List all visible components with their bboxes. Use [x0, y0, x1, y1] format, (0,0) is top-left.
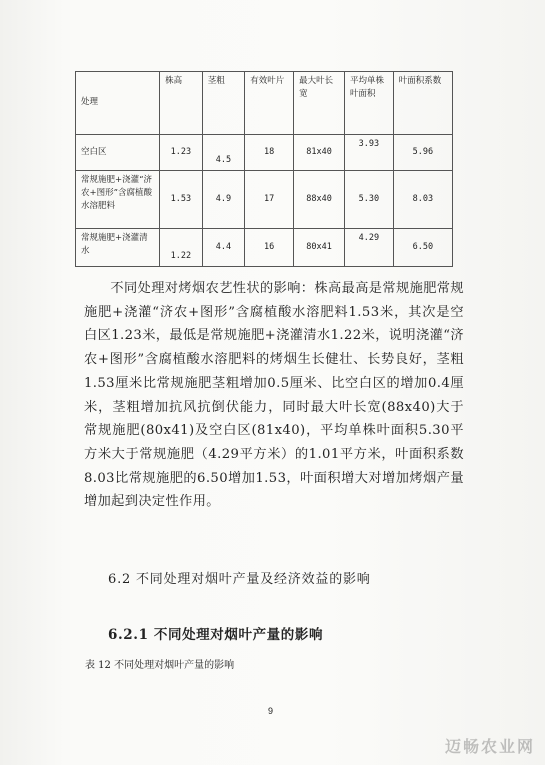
cell-value: 18: [245, 135, 294, 171]
table-row: [76, 171, 453, 229]
cell-value: 17: [245, 171, 294, 229]
cell-value: 4.4: [202, 229, 245, 267]
header-avg-leaf-area: 平均单株叶面积: [344, 72, 393, 135]
cell-value: 1.53: [160, 171, 203, 229]
cell-value: 6.50: [393, 229, 452, 267]
agronomic-traits-table: [75, 71, 453, 267]
cell-value: 16: [245, 229, 294, 267]
cell-value: 5.30: [344, 171, 393, 229]
cell-value: 4.5: [202, 135, 245, 171]
cell-value: 4.9: [202, 171, 245, 229]
header-stem-diameter: 茎粗: [202, 72, 245, 135]
subsection-heading: 6.2.1 不同处理对烟叶产量的影响: [108, 627, 324, 643]
watermark: 迈畅农业网: [444, 737, 535, 756]
header-max-leaf-size: 最大叶长宽: [294, 72, 345, 135]
cell-value: 1.23: [160, 135, 203, 171]
cell-value: 81x40: [294, 135, 345, 171]
header-effective-leaves: 有效叶片: [245, 72, 294, 135]
page-number: 9: [268, 706, 274, 716]
cell-value: 5.96: [393, 135, 452, 171]
cell-value: 88x40: [294, 171, 345, 229]
header-plant-height: 株高: [160, 72, 203, 135]
table-row: [76, 135, 453, 171]
cell-value: 1.22: [160, 229, 203, 267]
body-paragraph: 不同处理对烤烟农艺性状的影响：株高最高是常规施肥常规施肥+浇灌“济农+图形”含腐植酸水溶肥料1.53米，其次是空白区1.23米，最低是常规施肥+浇灌清水1.22米，说明浇灌“济农+图形”含腐植酸水溶肥料的烤烟生长健壮、长势良好，茎粗1.53厘米比常规施肥茎粗增加0.5厘米、比空白区的增加0.4厘米，茎粗增加抗风抗倒伏能力，同时最大叶长宽(88x40)大于常规施肥(80x41)及空白区(81x40)，平均单株叶面积5.30平方米大于常规施肥（4.29平方米）的1.01平方米，叶面积系数8.03比常规施肥的6.50增加1.53，叶面积增大对增加烤烟产量增加起到决定性作用。: [84, 281, 464, 510]
table-header-row: [76, 72, 453, 135]
cell-value: 80x41: [294, 229, 345, 267]
cell-value: 4.29: [344, 229, 393, 267]
cell-value: 3.93: [344, 135, 393, 171]
table-caption: 表 12 不同处理对烟叶产量的影响: [85, 660, 235, 671]
table-row: [76, 229, 453, 267]
cell-treatment: 常规施肥+浇灌“济农+图形”含腐植酸水溶肥料: [76, 171, 160, 229]
header-treatment: 处理: [76, 72, 160, 135]
header-leaf-area-index: 叶面积系数: [393, 72, 452, 135]
body-paragraph-block: [84, 277, 464, 514]
section-heading: 6.2 不同处理对烟叶产量及经济效益的影响: [108, 572, 371, 587]
cell-treatment: 空白区: [76, 135, 160, 171]
cell-treatment: 常规施肥+浇灌清水: [76, 229, 160, 267]
cell-value: 8.03: [393, 171, 452, 229]
